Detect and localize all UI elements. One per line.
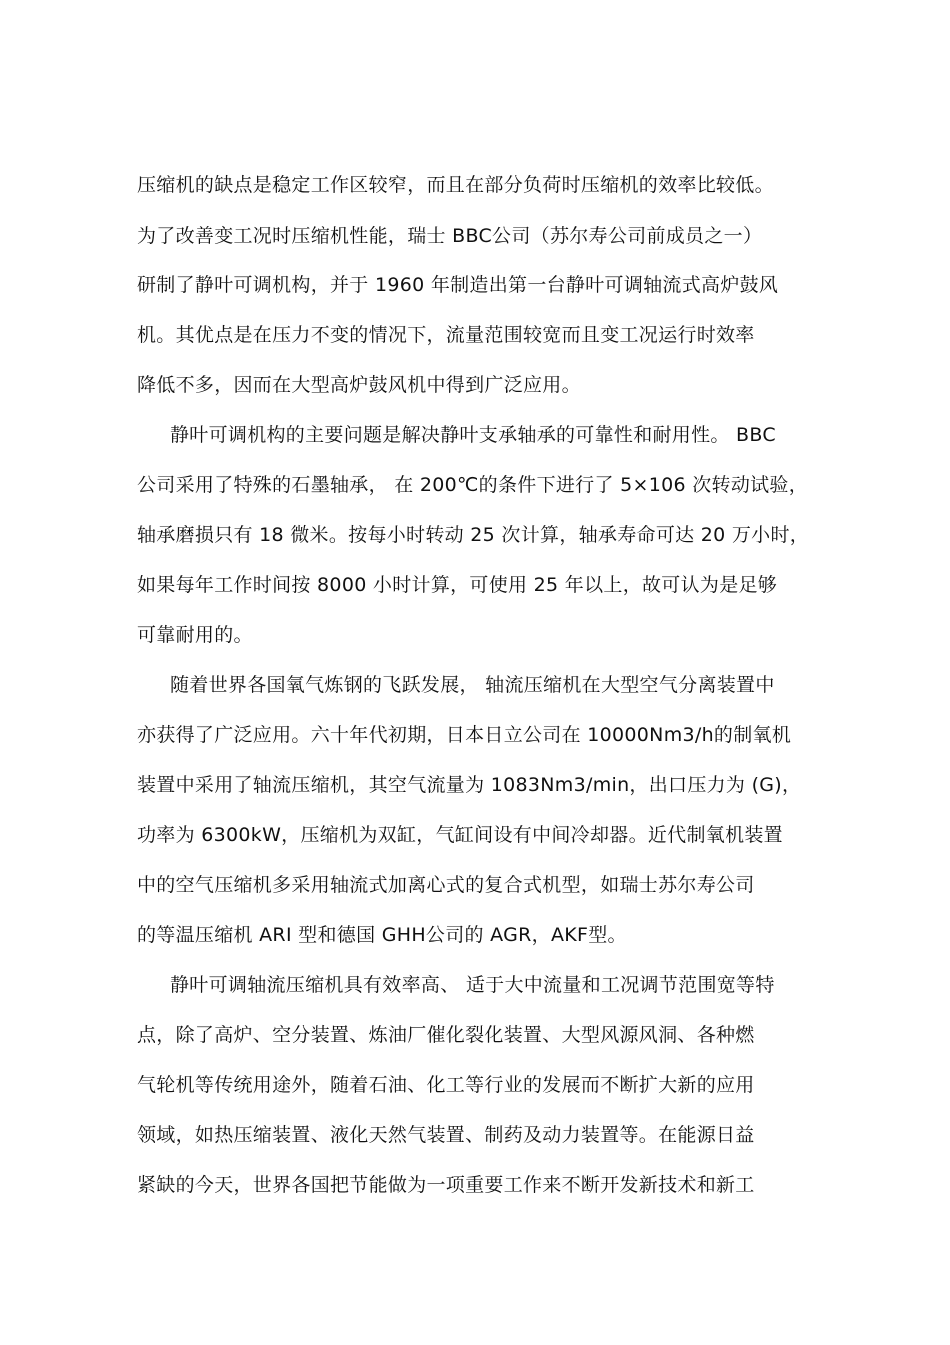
text-line: 紧缺的今天，世界各国把节能做为一项重要工作来不断开发新技术和新工 — [137, 1174, 755, 1196]
text-line: 为了改善变工况时压缩机性能，瑞士 BBC公司（苏尔寿公司前成员之一） — [137, 225, 763, 247]
text-line: 亦获得了广泛应用。六十年代初期，日本日立公司在 10000Nm3/h的制氧机 — [137, 724, 792, 746]
text-line: 公司采用了特殊的石墨轴承， 在 200℃的条件下进行了 5×106 次转动试验， — [137, 474, 809, 496]
text-line: 点，除了高炉、空分装置、炼油厂催化裂化装置、大型风源风洞、各种燃 — [137, 1024, 755, 1046]
text-line: 气轮机等传统用途外，随着石油、化工等行业的发展而不断扩大新的应用 — [137, 1074, 755, 1096]
text-line: 的等温压缩机 ARI 型和德国 GHH公司的 AGR，AKF型。 — [137, 924, 627, 946]
text-line: 功率为 6300kW，压缩机为双缸，气缸间设有中间冷却器。近代制氧机装置 — [137, 824, 783, 846]
text-line: 可靠耐用的。 — [137, 624, 253, 646]
text-line: 机。其优点是在压力不变的情况下，流量范围较宽而且变工况运行时效率 — [137, 324, 755, 346]
text-line: 降低不多，因而在大型高炉鼓风机中得到广泛应用。 — [137, 374, 581, 396]
text-line: 压缩机的缺点是稳定工作区较窄，而且在部分负荷时压缩机的效率比较低。 — [137, 174, 774, 196]
paragraph-start-line: 静叶可调轴流压缩机具有效率高、 适于大中流量和工况调节范围宽等特 — [170, 974, 775, 996]
text-line: 如果每年工作时间按 8000 小时计算，可使用 25 年以上，故可认为是足够 — [137, 574, 778, 596]
text-line: 领域，如热压缩装置、液化天然气装置、制药及动力装置等。在能源日益 — [137, 1124, 755, 1146]
text-line: 轴承磨损只有 18 微米。按每小时转动 25 次计算，轴承寿命可达 20 万小时， — [137, 524, 810, 546]
paragraph-start-line: 随着世界各国氧气炼钢的飞跃发展， 轴流压缩机在大型空气分离装置中 — [170, 674, 775, 696]
text-line: 中的空气压缩机多采用轴流式加离心式的复合式机型，如瑞士苏尔寿公司 — [137, 874, 755, 896]
paragraph-start-line: 静叶可调机构的主要问题是解决静叶支承轴承的可靠性和耐用性。 BBC — [170, 424, 776, 446]
text-line: 研制了静叶可调机构，并于 1960 年制造出第一台静叶可调轴流式高炉鼓风 — [137, 274, 779, 296]
text-line: 装置中采用了轴流压缩机，其空气流量为 1083Nm3/min，出口压力为 (G)， — [137, 774, 802, 796]
